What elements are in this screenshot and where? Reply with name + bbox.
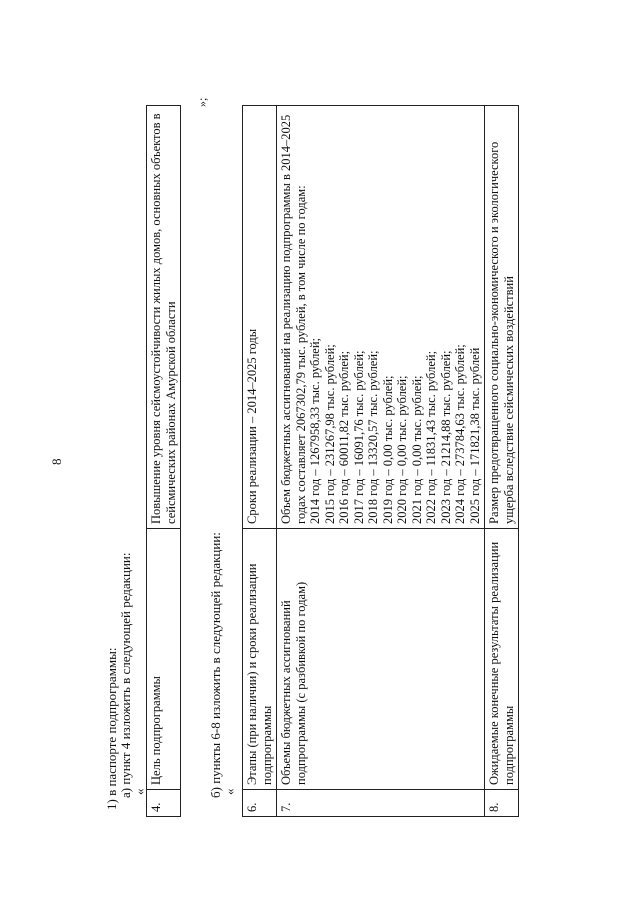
page-number: 8 [49, 458, 64, 465]
budget-year-line: 2016 год – 60011,82 тыс. рублей; [337, 350, 351, 524]
closing-quote: »; [195, 97, 209, 107]
row-number: 4. [147, 790, 181, 817]
table-row [277, 106, 485, 817]
row-number: 7. [277, 790, 485, 817]
intro-line-passport: 1) в паспорте подпрограммы: [104, 647, 119, 810]
budget-year-line: 2023 год – 21214,88 тыс. рублей; [438, 350, 453, 524]
table-item4 [146, 105, 181, 817]
intro-line-items6-8: б) пункты 6-8 изложить в следующей редакции: [208, 532, 223, 798]
row-value-budget [277, 106, 485, 529]
row-label: Цель подпрограммы [147, 529, 181, 790]
budget-year-line: 2017 год – 16091,76 тыс. рублей; [351, 350, 366, 524]
budget-year-line: 2021 год – 0,00 тыс. рублей; [409, 375, 424, 524]
row-label: Ожидаемые конечные результаты реализации подпрограммы [485, 529, 519, 790]
budget-year-line: 2018 год – 13320,57 тыс. рублей; [366, 350, 380, 524]
budget-year-line: 2025 год – 171821,38 тыс. рублей [467, 347, 482, 524]
table-row [485, 106, 519, 817]
row-value: Размер предотвращенного социально-экономического и экологического ущерба вследствие сейсмических воздействий [485, 106, 519, 529]
row-label: Объемы бюджетных ассигнований подпрограммы (с разбивкой по годам) [277, 529, 485, 790]
budget-year-line: 2022 год – 11831,43 тыс. рублей; [424, 350, 438, 524]
budget-year-line: 2019 год – 0,00 тыс. рублей; [380, 375, 395, 524]
row-value: Повышение уровня сейсмоустойчивости жилых домов, основных объектов в сейсмических районах Амурской области [147, 106, 181, 529]
table-row [243, 106, 277, 817]
row-number: 6. [243, 790, 277, 817]
opening-quote: « [132, 788, 147, 795]
row-label: Этапы (при наличии) и сроки реализации подпрограммы [243, 529, 277, 790]
intro-line-item4: а) пункт 4 изложить в следующей редакции: [118, 552, 133, 798]
row-number: 8. [485, 790, 519, 817]
budget-intro: Объем бюджетных ассигнований на реализацию подпрограммы в 2014–2025 годах составляет 2067302,79 тыс. рублей, в том числе по годам: [279, 114, 308, 524]
budget-year-line: 2014 год – 1267958,33 тыс. рублей; [308, 337, 322, 524]
table-items6-8 [242, 105, 519, 817]
budget-year-line: 2024 год – 273784,63 тыс. рублей; [453, 344, 467, 524]
budget-year-line: 2015 год – 231267,98 тыс. рублей; [322, 344, 337, 524]
row-value: Сроки реализации – 2014–2025 годы [243, 106, 277, 529]
budget-year-line: 2020 год – 0,00 тыс. рублей; [395, 375, 409, 524]
opening-quote-2: « [222, 788, 237, 795]
table-row [147, 106, 181, 817]
